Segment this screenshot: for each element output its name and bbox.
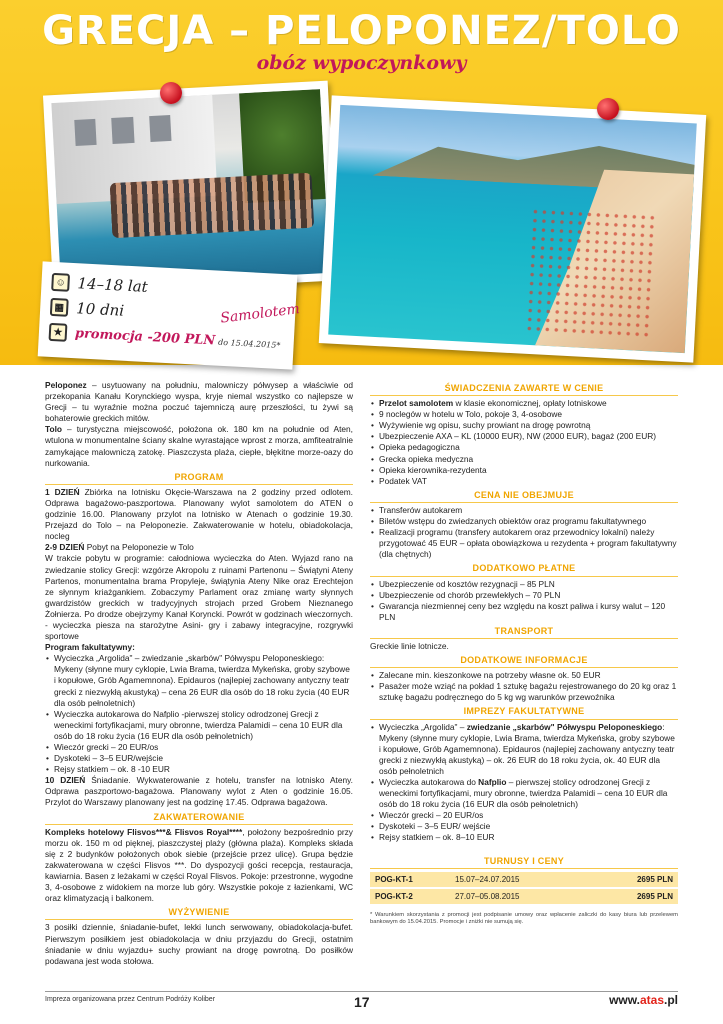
list-item: • Grecka opieka medyczna [370, 454, 678, 465]
website-link[interactable]: www.atas.pl [609, 993, 678, 1007]
turnus-code: POG-KT-1 [370, 872, 450, 888]
age-icon: ☺ [51, 273, 70, 292]
intro-peloponez: Peloponez – usytuowany na południu, malowniczy półwysep a właściwie od przekopania Kanału Korynckiego wyspa, kryje niemal wszystko co najlepsze w Grecji – tu wyraźnie można poczuć tajemniczą aurę przeszłości, tu żywi są bohaterowie greckich mitów. [45, 380, 353, 424]
list-item: • 9 noclegów w hotelu w Tolo, pokoje 3, 4-osobowe [370, 409, 678, 420]
left-column [45, 380, 353, 967]
list-item: • Dyskoteki – 3–5 EUR/ wejście [370, 821, 678, 832]
list-item: • Wyżywienie wg opisu, suchy prowiant na drogę powrotną [370, 420, 678, 431]
optional-events-heading: IMPREZY FAKULTATYWNE [370, 706, 678, 719]
included-heading: ŚWIADCZENIA ZAWARTE W CENIE [370, 383, 678, 396]
table-row [370, 888, 678, 905]
promo-text: promocja -200 PLN do 15.04.2015* [74, 325, 281, 350]
list-item: • Transferów autokarem [370, 505, 678, 516]
accommodation-heading: ZAKWATEROWANIE [45, 812, 353, 825]
program-day2-9: 2-9 DZIEŃ Pobyt na Peloponezie w Tolo [45, 542, 194, 553]
table-row [370, 872, 678, 888]
transport-text: Greckie linie lotnicze. [370, 640, 449, 651]
list-item: • Wycieczka „Argolida" – zwiedzanie „skarbów" Półwyspu Peloponeskiego: Mykeny (słynne mury cyklopie, Lwia Brama, twierdza Mykeńska, groby szybowe i kopułowe, Grób Agamemnona). Epidauros (najlepiej zachowany antyczny teatr grecki z niezwykłą akustyką) – cena 26 EUR dla osób do 18 roku życia (40 EUR dla osób pełnoletnich) [45, 653, 353, 708]
optional-events-list [370, 722, 678, 844]
list-item: • Ubezpieczenie od chorób przewlekłych – 70 PLN [370, 590, 678, 601]
optional-program-heading: Program fakultatywny: [45, 642, 135, 653]
meals-text: 3 posiłki dziennie, śniadanie-bufet, lekki lunch serwowany, obiadokolacja-bufet. Pierwszym posiłkiem jest obiadokolacja w dniu przyjazdu do Grecji, ostatnim śniadanie w dniu wyjazdu+ suchy prowiant na drogę powrotną. Do posiłków podawana jest woda stołowa. [45, 922, 353, 966]
pushpin-icon [597, 98, 619, 120]
transport-heading: TRANSPORT [370, 626, 678, 639]
additional-info-list [370, 670, 678, 703]
list-item: • Opieka pedagogiczna [370, 442, 678, 453]
list-item: • Ubezpieczenie AXA – KL (10000 EUR), NW (2000 EUR), bagaż (200 EUR) [370, 431, 678, 442]
promo-footnote: * Warunkiem skorzystania z promocji jest podpisanie umowy oraz wpłacenie zaliczki do kasy biura lub przelewem bankowym do 15.04.2015. Promocje i zniżki nie sumują się. [370, 911, 678, 926]
promo-date: do 15.04.2015* [217, 337, 281, 350]
footer-divider [45, 991, 678, 992]
list-item: • Zalecane min. kieszonkowe na potrzeby własne ok. 50 EUR [370, 670, 678, 681]
list-item: • Dyskoteki – 3–5 EUR/wejście [45, 753, 353, 764]
photo-tolo-beach [319, 95, 706, 362]
turnusy-table [370, 872, 678, 906]
list-item: • Wieczór grecki – 20 EUR/os [370, 810, 678, 821]
turnus-price: 2695 PLN [591, 888, 678, 905]
program-day10: 10 DZIEŃ Śniadanie. Wykwaterowanie z hotelu, transfer na lotnisko Ateny. Odprawa paszportowo-bagażowa. Planowany wylot z Aten o godzinie 16.05. Przylot do Warszawy planowany jest na godzinę 17.45. Odprawa bagażowa. [45, 775, 354, 808]
list-item: • Gwarancja niezmiennej ceny bez względu na koszt paliwa i kursy walut – 120 PLN [370, 601, 678, 623]
extra-paid-heading: DODATKOWO PŁATNE [370, 563, 678, 576]
age-range: 14–18 lat [77, 274, 149, 296]
list-item: • Opieka kierownika-rezydenta [370, 465, 678, 476]
list-item: • Podatek VAT [370, 476, 678, 487]
included-list [370, 398, 678, 487]
turnus-dates: 15.07–24.07.2015 [450, 872, 591, 888]
list-item: • Wycieczka autokarowa do Nafplio – pierwszej stolicy odrodzonej Grecji z weneckimi fortyfikacjami, mury obronne, twierdza Palamidi – cena 10 EUR dla osób do 18 roku życia (16 EUR dla osób pełnoletnich) [370, 777, 678, 810]
page-title: GRECJA – PELOPONEZ/TOLO [42, 8, 681, 54]
page-subtitle: obóz wypoczynkowy [256, 52, 467, 74]
excluded-list [370, 505, 678, 560]
list-item: • Rejsy statkiem – ok. 8 -10 EUR [45, 764, 353, 775]
organizer-note: Impreza organizowana przez Centrum Podróży Koliber [45, 996, 216, 1003]
turnusy-heading: TURNUSY I CENY [370, 856, 678, 869]
meals-heading: WYŻYWIENIE [45, 907, 353, 920]
intro-tolo: Tolo – turystyczna miejscowość, położona ok. 180 km na południe od Aten, wtulona w monumentalne ściany skalne wyrastające wprost z morza, amfiteatralnie zamykające malowniczą zatokę. Piaszczysta plaża, ciepłe, błękitne morze-oazy do nurkowania. [45, 424, 353, 468]
program-heading: PROGRAM [45, 472, 353, 485]
program-day2-9-text: W trakcie pobytu w programie: całodniowa wycieczka do Aten. Wyjazd rano na zwiedzanie stolicy Grecji: wzgórze Akropolu z ruinami Partenonu – Świątyni Ateny Partenos, monumentalna brama Propyleje, świątynia Ateny Nike oraz Erechtejon ze słynnym kriażgankiem. Zobaczymy Parlament oraz zmianę warty słynnych gwardzistów greckich w tradycyjnych strojach przed Grobem Nieznanego Żołnierza. Po drodze obejrzymy Kanał Koryncki. Powrót w godzinach wieczornych. - wycieczka piesza na starożytne Asini- gry i zabawy integracyjne, rozgrywki sportowe [45, 553, 353, 642]
trip-info-card [38, 261, 301, 369]
optional-program-list [45, 653, 353, 775]
duration: 10 dni [75, 299, 125, 320]
page-number: 17 [354, 994, 370, 1010]
turnus-price: 2695 PLN [591, 872, 678, 888]
list-item: • Rejsy statkiem – ok. 8–10 EUR [370, 832, 678, 843]
extra-paid-list [370, 579, 678, 623]
calendar-icon: ▦ [50, 298, 69, 317]
list-item: • Przelot samolotem w klasie ekonomicznej, opłaty lotniskowe [370, 398, 678, 409]
list-item: • Wycieczka autokarowa do Nafplio -pierwszej stolicy odrodzonej Grecji z weneckimi fortyfikacjami, mury obronne, twierdza Palamidi – cena 10 EUR dla osób do 18 roku życia (16 EUR dla osób pełnoletnich) [45, 709, 353, 742]
list-item: • Wycieczka „Argolida" – zwiedzanie „skarbów" Półwyspu Peloponeskiego: Mykeny (słynne mury cyklopie, Lwia Brama, twierdza Mykeńska, groby szybowe i kopułowe, Grób Agamemnona). Epidauros (najlepiej zachowany antyczny teatr grecki z niezwykłą akustyką) – ok. 26 EUR do 18 roku życia, ok. 40 EUR dla osób pełnoletnich [370, 722, 678, 777]
pushpin-icon [160, 82, 182, 104]
list-item: • Wieczór grecki – 20 EUR/os [45, 742, 353, 753]
program-day1: 1 DZIEŃ Zbiórka na lotnisku Okęcie-Warszawa na 2 godziny przed odlotem. Odprawa bagażowo-paszportowa. Planowany wylot samolotem do ATEN o godzinie 16.00. Planowany przylot na lotnisko w Atenach o godzinie 19.30. Przejazd do Tolo – na Peloponezie. Zakwaterowanie w hotelu, obiadokolacja, nocleg [45, 486, 353, 542]
turnus-code: POG-KT-2 [370, 888, 450, 905]
list-item: • Biletów wstępu do zwiedzanych obiektów oraz programu fakultatywnego [370, 516, 678, 527]
excluded-heading: CENA NIE OBEJMUJE [370, 490, 678, 503]
additional-info-heading: DODATKOWE INFORMACJE [370, 655, 678, 668]
promo-star-icon: ★ [49, 323, 68, 342]
transport-tag: Samolotem [219, 301, 301, 327]
right-column [370, 380, 678, 926]
list-item: • Pasażer może wziąć na pokład 1 sztukę bagażu rejestrowanego do 20 kg oraz 1 sztukę bagażu podręcznego do 5 kg wg warunków przewoźnika [370, 681, 678, 703]
turnus-dates: 27.07–05.08.2015 [450, 888, 591, 905]
accommodation-text: Kompleks hotelowy Flisvos***& Flisvos Royal****, położony bezpośrednio przy morzu ok. 150 m od pięknej, piaszczystej plaży (główna plaża). Kompleks składa się z 2 budynków położonych obok siebie (przejście przez ulicę). Grupa będzie zakwaterowana w części Flisvos ***. Do dyspozycji gości recepcja, restauracja, kawiarnia. Basen z leżakami w części Royal Flisvos. Pokoje: przestronne, wygodne 3, 4-osobowe z widokiem na morze lub góry. Wszystkie pokoje z łazienkami, WC oraz klimatyzacją i balkonem. [45, 826, 353, 904]
list-item: • Realizacji programu (transfery autokarem oraz przewodnicy lokalni) należy przygotować 45 EUR – opłata obowiązkowa u rezydenta + program fakultatywny (dla chętnych) [370, 527, 678, 560]
list-item: • Ubezpieczenie od kosztów rezygnacji – 85 PLN [370, 579, 678, 590]
